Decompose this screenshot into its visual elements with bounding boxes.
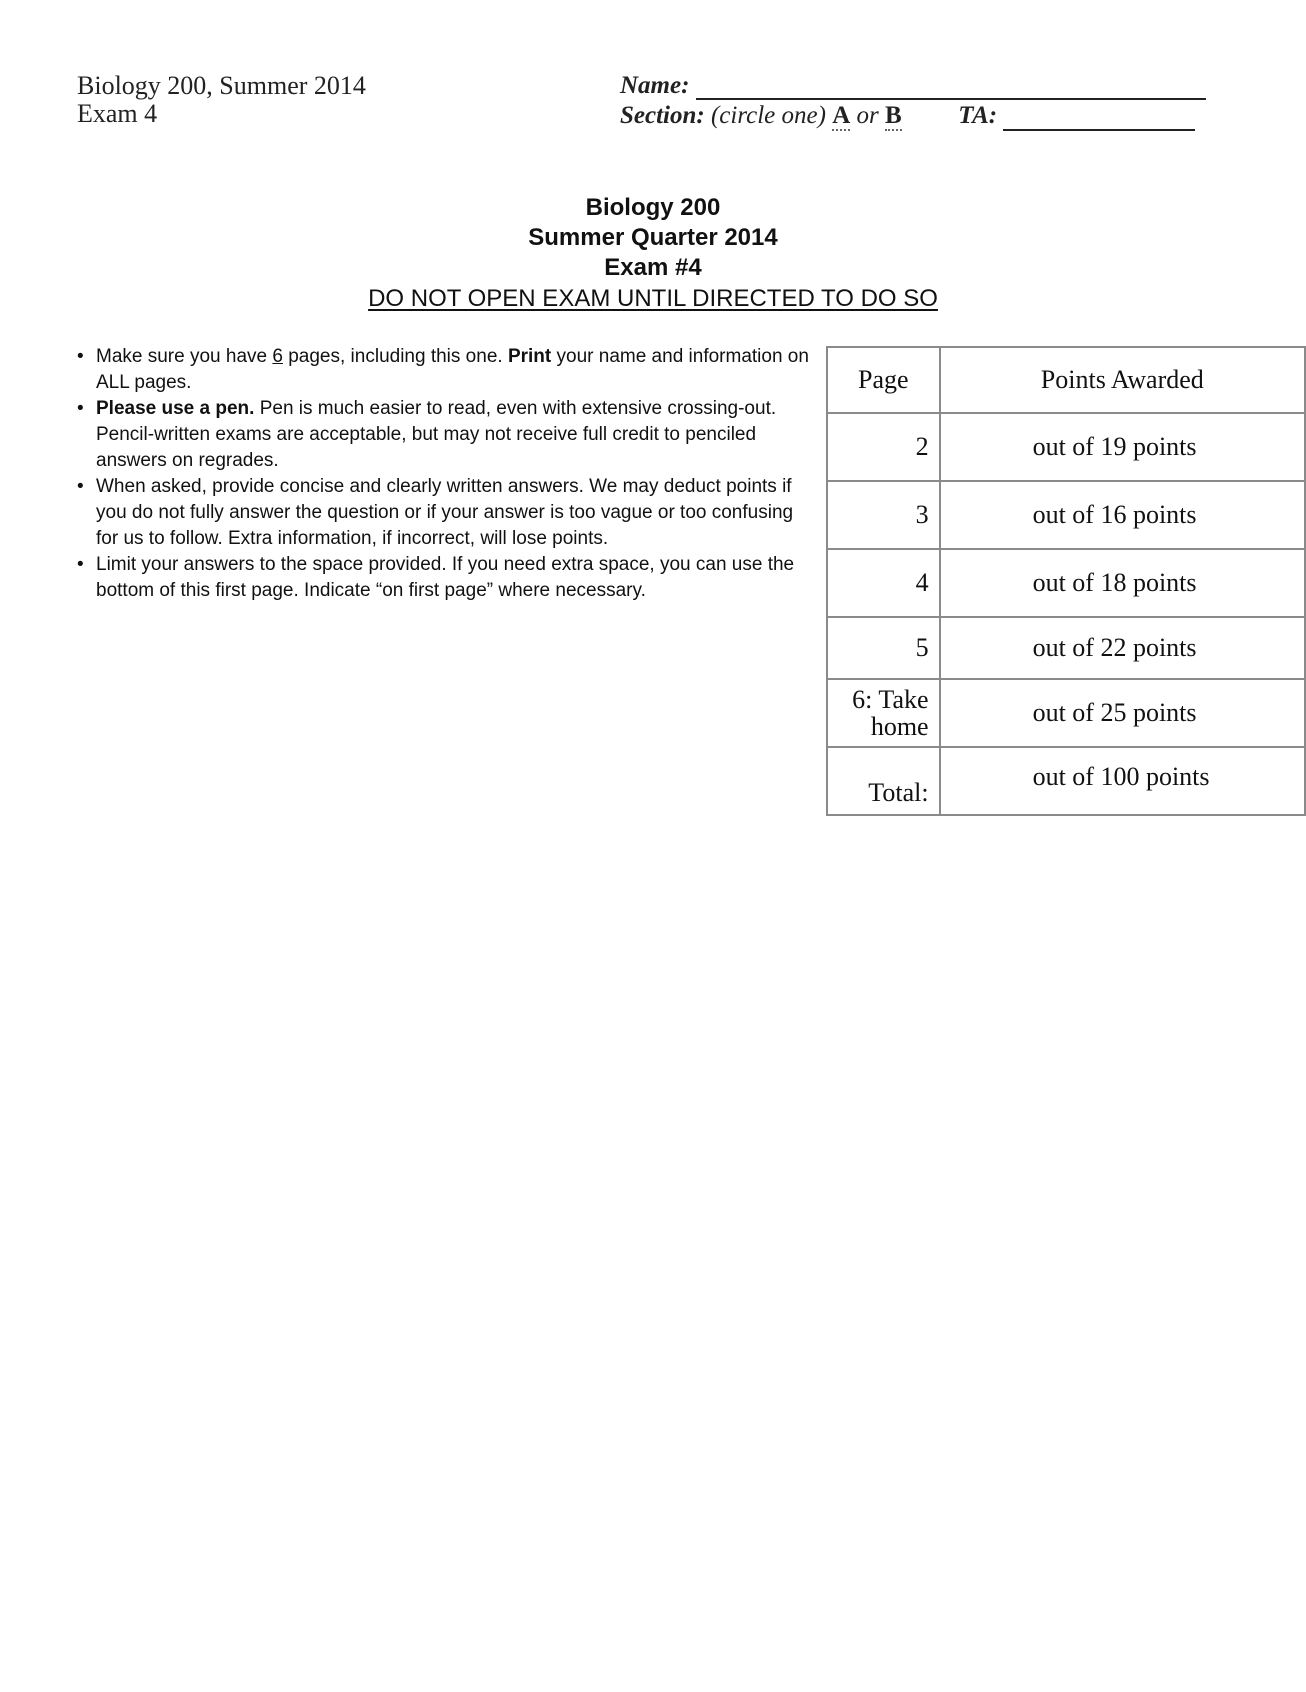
instructions-list [77,344,812,604]
page-number: 2 [827,413,940,481]
instruction-text: Limit your answers to the space provided. If you need extra space, you can use the bottom of this first page. Indicate “on first page” where necessary. [96,554,795,601]
points-cell[interactable]: out of 16 points [940,481,1305,549]
instruction-text: Make sure you have [96,346,273,367]
points-cell[interactable]: out of 19 points [940,413,1305,481]
points-cell[interactable]: out of 18 points [940,549,1305,617]
title-quarter: Summer Quarter 2014 [528,224,778,251]
page-count: 6 [272,346,283,367]
instruction-emphasis: Print [507,346,552,367]
name-label: Name: [620,72,690,99]
table-row [827,549,1305,617]
instruction-item [77,552,812,604]
page-number: 3 [827,481,940,549]
instruction-item [77,474,812,552]
course-title: Biology 200, Summer 2014 [77,71,366,100]
title-course: Biology 200 [585,194,721,221]
col-header-page: Page [827,347,940,413]
points-cell[interactable]: out of 25 points [940,679,1305,747]
instruction-emphasis: Please use a pen. [96,398,255,419]
section-option-b[interactable]: B [885,102,902,129]
total-label: Total: [827,747,940,815]
instruction-text: your name and information on ALL pages. [96,346,809,393]
table-row [827,679,1305,747]
instruction-text: Pen is much easier to read, even with extensive crossing-out. Pencil-written exams are acceptable, but may not receive full credit to penciled answers on regrades. [96,398,777,471]
table-header-row [827,347,1305,413]
section-hint: (circle one) [710,102,826,129]
exam-title-block [0,193,1306,315]
instruction-item [77,344,812,396]
ta-field[interactable] [1003,105,1195,131]
table-row [827,617,1305,679]
total-points-cell[interactable]: out of 100 points [940,747,1305,815]
warning-text: DO NOT OPEN EXAM UNTIL DIRECTED TO DO SO [368,285,938,312]
page-number: 6: Take home [827,679,940,747]
section-option-a[interactable]: A [832,102,851,129]
points-cell[interactable]: out of 22 points [940,617,1305,679]
page-number: 5 [827,617,940,679]
ta-label: TA: [958,102,998,129]
section-or: or [856,102,879,129]
exam-header-right [620,72,1206,132]
table-row [827,413,1305,481]
table-row-total [827,747,1305,815]
name-field[interactable] [696,74,1206,100]
title-exam: Exam #4 [604,254,702,281]
score-table [826,346,1306,816]
exam-header-left [77,72,366,128]
section-label: Section: [620,102,705,129]
instruction-text: pages, including this one. [282,346,508,367]
table-row [827,481,1305,549]
exam-number: Exam 4 [77,99,158,128]
instruction-text: When asked, provide concise and clearly written answers. We may deduct points if you do not fully answer the question or if your answer is too vague or too confusing for us to follow. Extra information, if incorrect, will lose points. [96,476,794,549]
section-row [620,102,1206,132]
instruction-item [77,396,812,474]
name-row [620,72,1206,102]
page-number: 4 [827,549,940,617]
col-header-points: Points Awarded [940,347,1305,413]
